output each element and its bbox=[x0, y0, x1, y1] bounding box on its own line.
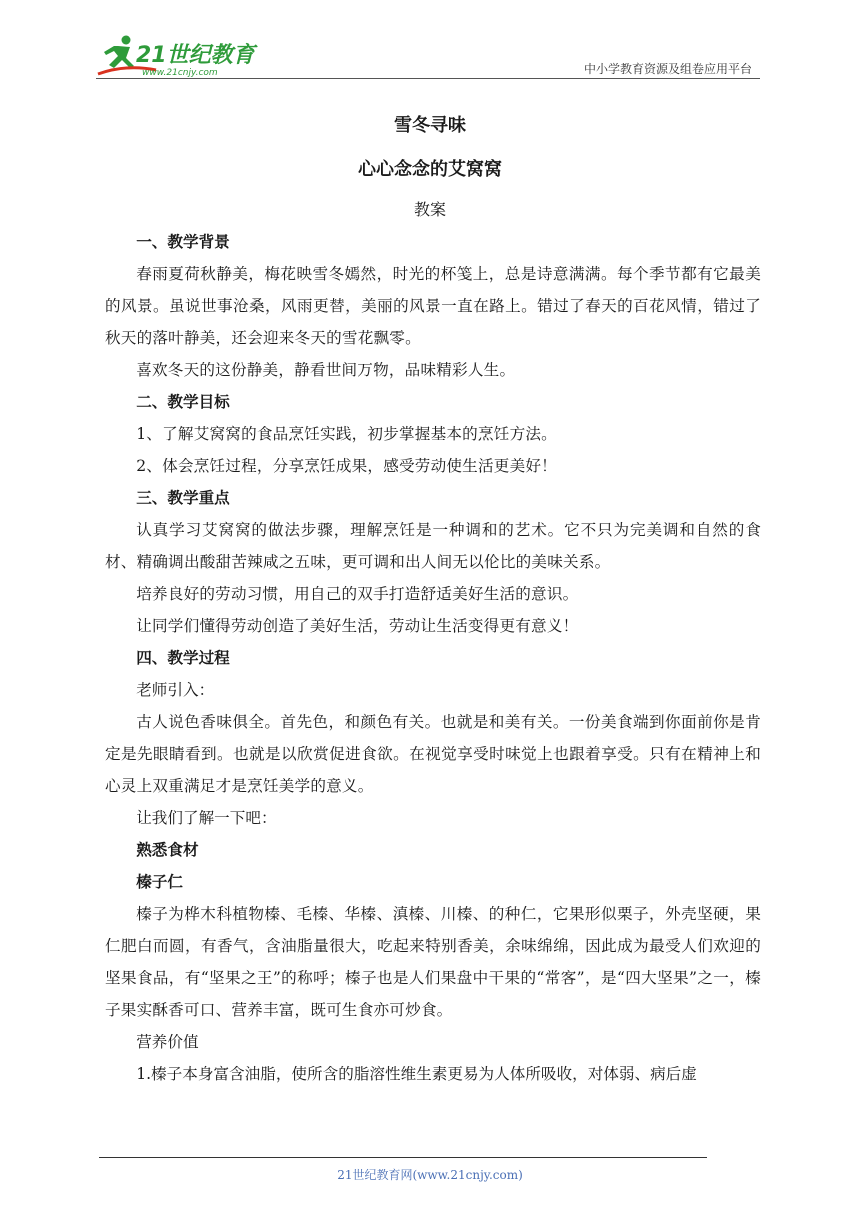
paragraph: 让我们了解一下吧： bbox=[136, 809, 277, 827]
paragraph: 1、了解艾窝窝的食品烹饪实践，初步掌握基本的烹饪方法。 bbox=[136, 425, 557, 443]
site-logo[interactable] bbox=[96, 34, 266, 78]
logo-text: 21世纪教育 bbox=[136, 43, 255, 68]
doc-subtitle: 心心念念的艾窝窝 bbox=[358, 159, 502, 180]
footer-divider bbox=[99, 1157, 707, 1158]
paragraph: 培养良好的劳动习惯，用自己的双手打造舒适美好生活的意识。 bbox=[136, 585, 579, 603]
paragraph: 1.榛子本身富含油脂，使所含的脂溶性维生素更易为人体所吸收，对体弱、病后虚 bbox=[136, 1065, 697, 1083]
doc-type: 教案 bbox=[413, 200, 446, 219]
paragraph: 春雨夏荷秋静美，梅花映雪冬嫣然，时光的杯笺上，总是诗意满满。每个季节都有它最美的风景。虽说世事沧桑，风雨更替，美丽的风景一直在路上。错过了春天的百花风情，错过了秋天的落叶静美，还会迎来冬天的雪花飘零。 bbox=[105, 265, 761, 347]
subsection-heading: 榛子仁 bbox=[136, 872, 183, 891]
section-heading: 一、教学背景 bbox=[136, 232, 230, 251]
paragraph: 让同学们懂得劳动创造了美好生活，劳动让生活变得更有意义！ bbox=[136, 617, 579, 635]
logo-url: www.21cnjy.com bbox=[142, 68, 218, 78]
section-heading: 二、教学目标 bbox=[136, 392, 230, 411]
paragraph: 老师引入： bbox=[136, 681, 215, 699]
document-body bbox=[105, 226, 761, 1090]
platform-name: 中小学教育资源及组卷应用平台 bbox=[583, 62, 752, 76]
subsection-heading: 熟悉食材 bbox=[136, 840, 199, 859]
section-heading: 三、教学重点 bbox=[136, 488, 230, 507]
section-heading: 四、教学过程 bbox=[136, 648, 230, 667]
doc-title: 雪冬寻味 bbox=[394, 115, 466, 136]
paragraph: 2、体会烹饪过程，分享烹饪成果，感受劳动使生活更美好！ bbox=[136, 457, 557, 475]
paragraph: 榛子为桦木科植物榛、毛榛、华榛、滇榛、川榛、的种仁，它果形似栗子，外壳坚硬，果仁肥白而圆，有香气，含油脂量很大，吃起来特别香美，余味绵绵，因此成为最受人们欢迎的坚果食品，有“坚果之王”的称呼；榛子也是人们果盘中干果的“常客”，是“四大坚果”之一，榛子果实酥香可口、营养丰富，既可生食亦可炒食。 bbox=[105, 905, 761, 1019]
paragraph: 喜欢冬天的这份静美，静看世间万物，品味精彩人生。 bbox=[136, 361, 516, 379]
paragraph: 认真学习艾窝窝的做法步骤，理解烹饪是一种调和的艺术。它不只为完美调和自然的食材、精确调出酸甜苦辣咸之五味，更可调和出人间无以伦比的美味关系。 bbox=[105, 521, 761, 571]
header-divider bbox=[96, 78, 760, 79]
page-header bbox=[96, 34, 760, 80]
paragraph: 营养价值 bbox=[136, 1033, 199, 1051]
paragraph: 古人说色香味俱全。首先色，和颜色有关。也就是和美有关。一份美食端到你面前你是肯定是先眼睛看到。也就是以欣赏促进食欲。在视觉享受时味觉上也跟着享受。只有在精神上和心灵上双重满足才是烹饪美学的意义。 bbox=[105, 713, 761, 795]
footer-link[interactable]: 21世纪教育网(www.21cnjy.com) bbox=[337, 1168, 523, 1182]
